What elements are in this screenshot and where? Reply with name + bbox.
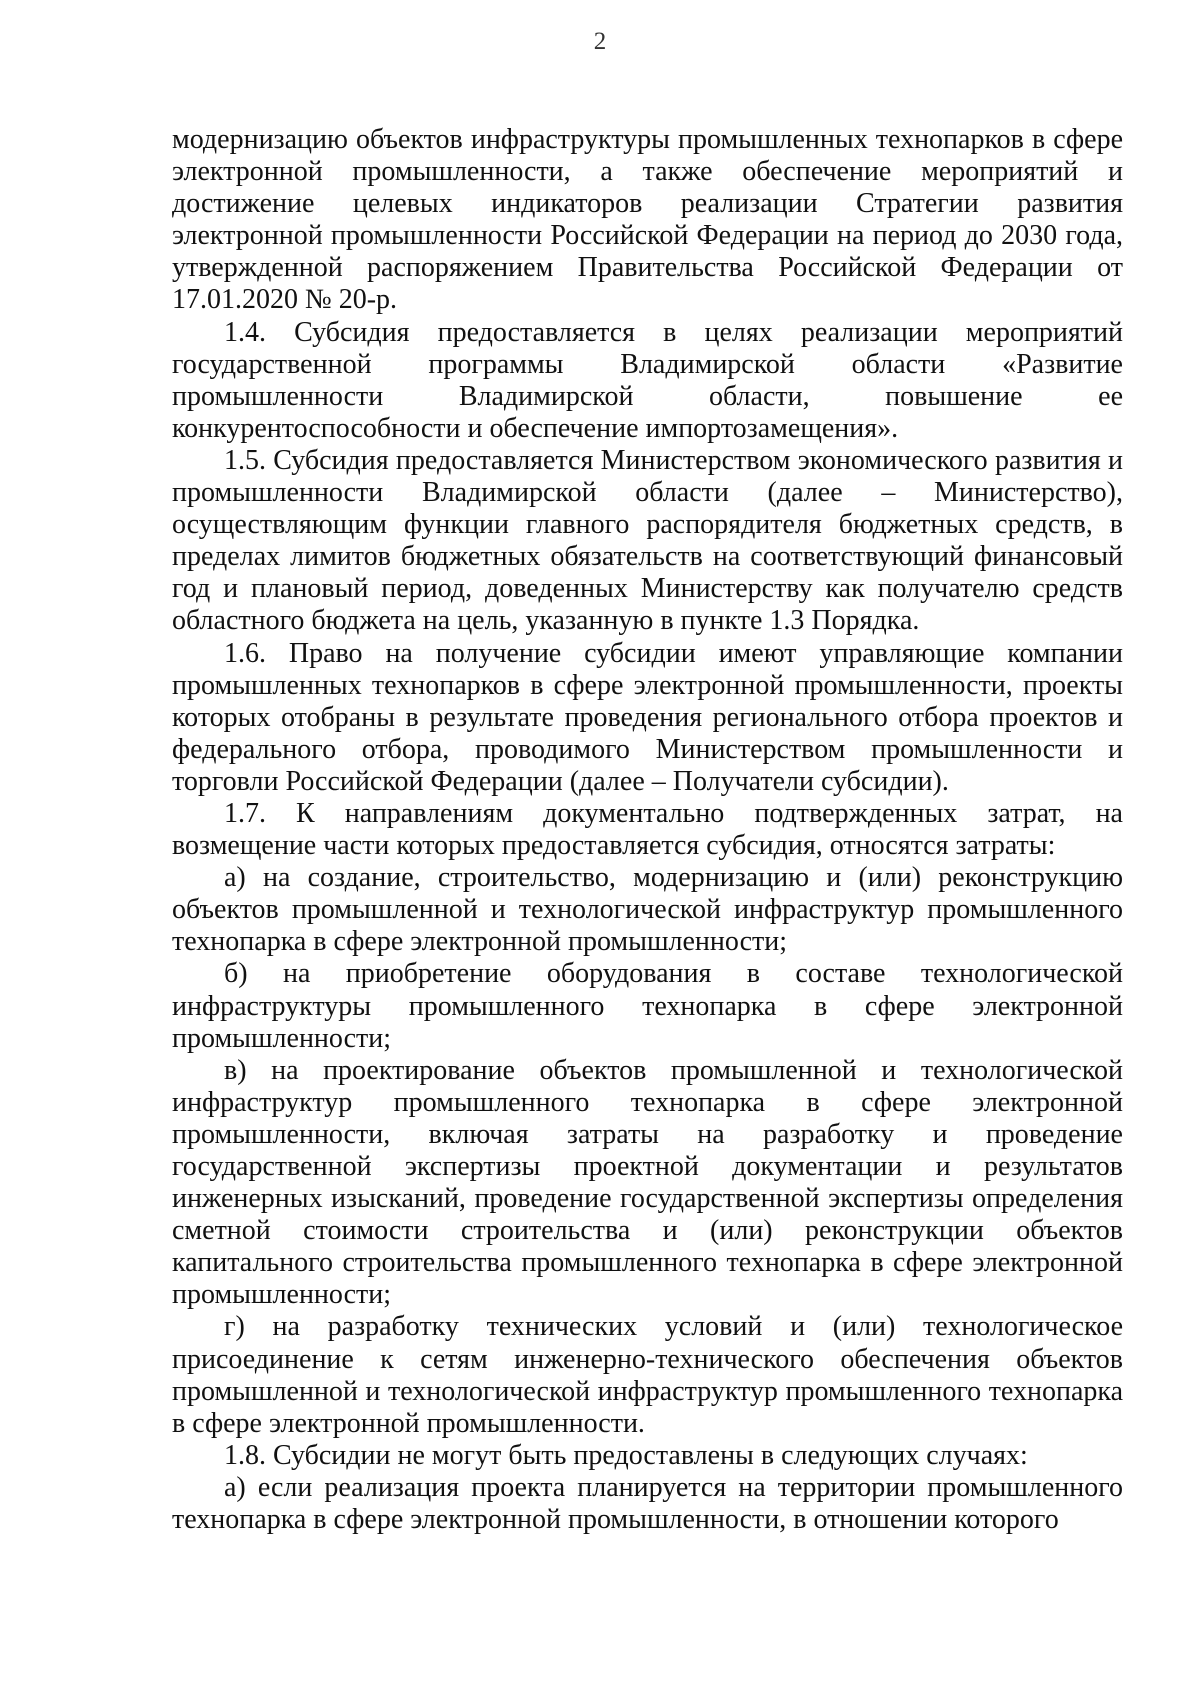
list-item-b: б) на приобретение оборудования в составе технологической инфраструктуры промышленного технопарка в сфере электронной промышленности; xyxy=(172,958,1123,1054)
paragraph-1-7: 1.7. К направлениям документально подтвержденных затрат, на возмещение части которых предоставляется субсидия, относятся затраты: xyxy=(172,797,1123,862)
paragraph-1-6: 1.6. Право на получение субсидии имеют управляющие компании промышленных технопарков в сфере электронной промышленности, проекты которых отобраны в результате проведения регионального отбора проектов и федерального отбора, проводимого Министерством промышленности и торговли Российской Федерации (далее – Получатели субсидии). xyxy=(172,637,1123,797)
page-number: 2 xyxy=(593,28,607,55)
paragraph-1-5: 1.5. Субсидия предоставляется Министерством экономического развития и промышленности Владимирской области (далее – Министерство), осуществляющим функции главного распорядителя бюджетных средств, в пределах лимитов бюджетных обязательств на соответствующий финансовый год и плановый период, доведенных Министерству как получателю средств областного бюджета на цель, указанную в пункте 1.3 Порядка. xyxy=(172,444,1123,637)
paragraph-1-8: 1.8. Субсидии не могут быть предоставлены в следующих случаях: xyxy=(224,1439,1028,1471)
list-item-a-1-8: а) если реализация проекта планируется на территории промышленного технопарка в сфере электронной промышленности, в отношении которого xyxy=(172,1471,1123,1536)
list-item-g: г) на разработку технических условий и (или) технологическое присоединение к сетям инженерно-технического обеспечения объектов промышленной и технологической инфраструктур промышленного технопарка в сфере электронной промышленности. xyxy=(172,1311,1123,1439)
paragraph-continuation: модернизацию объектов инфраструктуры промышленных технопарков в сфере электронной промышленности, а также обеспечение мероприятий и достижение целевых индикаторов реализации Стратегии развития электронной промышленности Российской Федерации на период до 2030 года, утвержденной распоряжением Правительства Российской Федерации от 17.01.2020 № 20-р. xyxy=(172,124,1123,316)
list-item-v: в) на проектирование объектов промышленной и технологической инфраструктур промышленного технопарка в сфере электронной промышленности, включая затраты на разработку и проведение государственной экспертизы проектной документации и результатов инженерных изысканий, проведение государственной экспертизы определения сметной стоимости строительства и (или) реконструкции объектов капитального строительства промышленного технопарка в сфере электронной промышленности; xyxy=(172,1054,1123,1311)
list-item-a: а) на создание, строительство, модернизацию и (или) реконструкцию объектов промышленной и технологической инфраструктур промышленного технопарка в сфере электронной промышленности; xyxy=(172,862,1123,958)
paragraph-1-4: 1.4. Субсидия предоставляется в целях реализации мероприятий государственной программы Владимирской области «Развитие промышленности Владимирской области, повышение ее конкурентоспособности и обеспечение импортозамещения». xyxy=(172,316,1123,444)
document-body xyxy=(172,124,1123,1536)
